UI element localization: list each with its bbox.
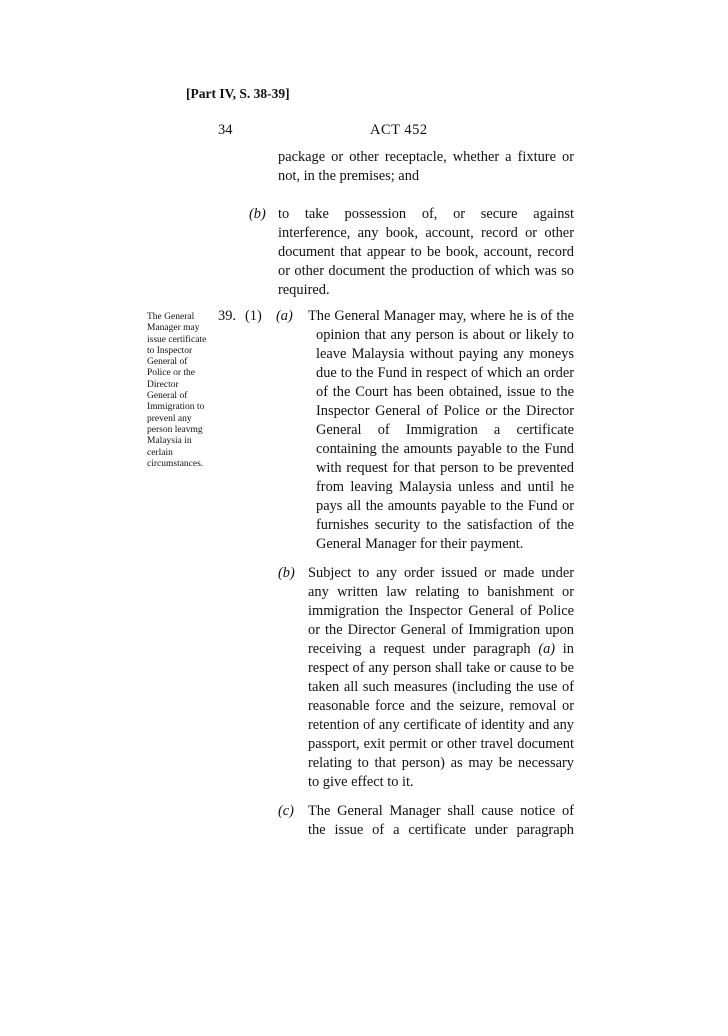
paragraph-c-text: The General Manager shall cause notice of the issue of a certificate under paragraph xyxy=(308,803,574,838)
paragraph-b-text-start: Subject to any order issued or made under any written law relating to banishment or immigration the Inspector General of Police or the Director General of Immigration upon receiving a request under paragraph xyxy=(308,565,574,657)
act-title: ACT 452 xyxy=(370,122,428,138)
paragraph-b-text-end: in respect of any person shall take or cause to be taken all such measures (including the use of reasonable force and the seizure, removal or retention of any certificate of identity and any passport, exit permit or other travel document relating to that person) as may be necessary to give effect to it. xyxy=(308,641,574,790)
paragraph-label-b: (b) xyxy=(278,565,295,581)
part-reference: [Part IV, S. 38-39] xyxy=(186,86,290,101)
section-number: 39. xyxy=(218,308,236,324)
paragraph-a-reference: (a) xyxy=(538,641,556,657)
continuation-text: package or other receptacle, whether a fixture or not, in the premises; and xyxy=(278,149,574,184)
paragraph-38b-text: to take possession of, or secure against interference, any book, account, record or other document that appear to be book, account, record or other document the production of which was so required. xyxy=(278,206,574,298)
marginal-note: The General Manager may issue certificate to Inspector General of Police or the Director General of Immigration to prevenl any person leavmg Malaysia in cerlain circumstances. xyxy=(147,312,207,469)
paragraph-a-text: The General Manager may, where he is of the opinion that any person is about or likely to leave Malaysia without paying any moneys due to the Fund in respect of which an order of the Court has been obtained, issue to the Inspector General of Police or the Director General of Immigration a certificate containing the amounts payable to the Fund with request for that person to be prevented from leaving Malaysia unless and until he pays all the amounts payable to the Fund or furnishes security to the satisfaction of the General Manager for their payment. xyxy=(308,308,574,552)
subsection-number: (1) xyxy=(245,308,262,324)
page-number: 34 xyxy=(218,122,233,138)
paragraph-label-a: (a) xyxy=(276,308,293,324)
paragraph-label-c: (c) xyxy=(278,803,294,819)
paragraph-b-text xyxy=(308,564,574,792)
paragraph-label-38b: (b) xyxy=(249,206,266,222)
